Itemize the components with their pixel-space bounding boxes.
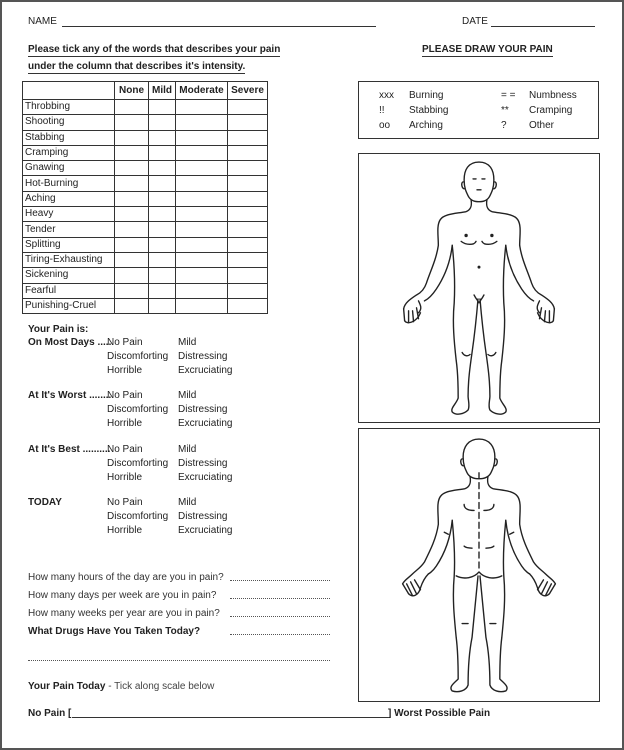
pain-option[interactable]: Excruciating	[178, 365, 233, 376]
answer-weeks-line[interactable]	[230, 616, 330, 617]
pain-option[interactable]: Horrible	[107, 472, 143, 483]
pain-option[interactable]: Mild	[178, 337, 197, 348]
table-row	[23, 176, 268, 191]
tick-cell-moderate[interactable]	[176, 161, 228, 176]
table-header-row	[23, 82, 268, 100]
pain-word-label: Punishing-Cruel	[23, 298, 115, 313]
symbol-legend	[358, 81, 599, 139]
question-days: How many days per week are you in pain?	[28, 590, 217, 601]
legend-symbol: xxx	[379, 90, 394, 101]
legend-label: Stabbing	[409, 105, 449, 116]
legend-row	[359, 90, 598, 104]
front-body-figure-icon	[359, 154, 599, 422]
tick-cell-none[interactable]	[115, 191, 149, 206]
legend-label: Cramping	[529, 105, 573, 116]
tick-cell-severe[interactable]	[228, 176, 268, 191]
tick-cell-severe[interactable]	[228, 130, 268, 145]
table-row	[23, 268, 268, 283]
table-row	[23, 252, 268, 267]
draw-pain-title: PLEASE DRAW YOUR PAIN	[422, 44, 553, 55]
pain-option[interactable]: Excruciating	[178, 525, 233, 536]
pain-word-label: Splitting	[23, 237, 115, 252]
tick-cell-moderate[interactable]	[176, 268, 228, 283]
legend-label: Burning	[409, 90, 444, 101]
column-header-moderate: Moderate	[176, 82, 228, 100]
pain-option[interactable]: Distressing	[178, 351, 228, 362]
tick-cell-mild[interactable]	[149, 252, 176, 267]
pain-option[interactable]: No Pain	[107, 444, 143, 455]
answer-hours-line[interactable]	[230, 580, 330, 581]
scale-right-label: ] Worst Possible Pain	[388, 708, 491, 719]
pain-word-label: Tiring-Exhausting	[23, 252, 115, 267]
body-diagram-front[interactable]	[358, 153, 600, 423]
pain-option[interactable]: Discomforting	[107, 404, 169, 415]
column-header-mild: Mild	[149, 82, 176, 100]
tick-cell-severe[interactable]	[228, 268, 268, 283]
legend-symbol: oo	[379, 120, 391, 131]
pain-today-subtitle: - Tick along scale below	[105, 681, 215, 692]
legend-symbol: !!	[379, 105, 385, 116]
table-row	[23, 283, 268, 298]
back-body-figure-icon	[359, 429, 599, 701]
table-row	[23, 145, 268, 160]
tick-cell-none[interactable]	[115, 130, 149, 145]
tick-cell-mild[interactable]	[149, 161, 176, 176]
tick-cell-none[interactable]	[115, 176, 149, 191]
pain-option[interactable]: Distressing	[178, 458, 228, 469]
pain-word-label: Cramping	[23, 145, 115, 160]
pain-scale-line[interactable]	[72, 717, 388, 718]
pain-option[interactable]: Horrible	[107, 365, 143, 376]
tick-cell-mild[interactable]	[149, 222, 176, 237]
tick-cell-moderate[interactable]	[176, 207, 228, 222]
pain-words-table	[22, 81, 268, 314]
pain-option[interactable]: Discomforting	[107, 511, 169, 522]
tick-cell-none[interactable]	[115, 283, 149, 298]
question-weeks: How many weeks per year are you in pain?	[28, 608, 220, 619]
pain-is-title: Your Pain is:	[28, 324, 89, 335]
pain-option[interactable]: No Pain	[107, 337, 143, 348]
pain-option[interactable]: Discomforting	[107, 351, 169, 362]
pain-word-label: Gnawing	[23, 161, 115, 176]
table-row	[23, 191, 268, 206]
pain-word-label: Heavy	[23, 207, 115, 222]
legend-symbol: **	[501, 105, 509, 116]
pain-word-label: Sickening	[23, 268, 115, 283]
tick-cell-severe[interactable]	[228, 207, 268, 222]
column-header-none: None	[115, 82, 149, 100]
date-input-line[interactable]	[491, 26, 595, 27]
tick-cell-none[interactable]	[115, 207, 149, 222]
table-row	[23, 130, 268, 145]
tick-cell-none[interactable]	[115, 268, 149, 283]
pain-option[interactable]: Excruciating	[178, 472, 233, 483]
question-drugs: What Drugs Have You Taken Today?	[28, 626, 201, 637]
tick-cell-mild[interactable]	[149, 237, 176, 252]
table-row	[23, 298, 268, 313]
scale-left-label: No Pain [	[28, 708, 72, 719]
question-hours: How many hours of the day are you in pain?	[28, 572, 224, 583]
legend-label: Numbness	[529, 90, 577, 101]
tick-cell-none[interactable]	[115, 161, 149, 176]
tick-cell-mild[interactable]	[149, 130, 176, 145]
pain-word-label: Tender	[23, 222, 115, 237]
pain-word-label: Shooting	[23, 115, 115, 130]
tick-cell-moderate[interactable]	[176, 130, 228, 145]
pain-today-heading	[28, 681, 214, 692]
tick-cell-moderate[interactable]	[176, 100, 228, 115]
tick-cell-none[interactable]	[115, 298, 149, 313]
tick-cell-mild[interactable]	[149, 283, 176, 298]
tick-cell-severe[interactable]	[228, 252, 268, 267]
tick-cell-severe[interactable]	[228, 115, 268, 130]
tick-cell-mild[interactable]	[149, 176, 176, 191]
tick-cell-none[interactable]	[115, 222, 149, 237]
tick-cell-moderate[interactable]	[176, 176, 228, 191]
pain-option[interactable]: Mild	[178, 444, 197, 455]
tick-cell-none[interactable]	[115, 100, 149, 115]
tick-cell-none[interactable]	[115, 145, 149, 160]
table-row	[23, 207, 268, 222]
tick-cell-none[interactable]	[115, 115, 149, 130]
pain-option[interactable]: Discomforting	[107, 458, 169, 469]
legend-symbol: = =	[501, 90, 516, 101]
tick-cell-moderate[interactable]	[176, 237, 228, 252]
pain-option[interactable]: Horrible	[107, 525, 143, 536]
pain-word-label: Stabbing	[23, 130, 115, 145]
instructions-line-1: Please tick any of the words that describes your pain	[28, 44, 281, 55]
pain-word-label: Hot-Burning	[23, 176, 115, 191]
pain-section-label: On Most Days .....	[28, 337, 112, 348]
legend-symbol: ?	[501, 120, 507, 131]
pain-option[interactable]: No Pain	[107, 497, 143, 508]
tick-cell-moderate[interactable]	[176, 252, 228, 267]
pain-option[interactable]: Distressing	[178, 404, 228, 415]
pain-option[interactable]: Distressing	[178, 511, 228, 522]
pain-option[interactable]: Excruciating	[178, 418, 233, 429]
pain-option[interactable]: Mild	[178, 497, 197, 508]
name-input-line[interactable]	[62, 26, 376, 27]
pain-option[interactable]: Mild	[178, 390, 197, 401]
pain-option[interactable]: No Pain	[107, 390, 143, 401]
legend-label: Other	[529, 120, 555, 131]
body-diagram-back[interactable]	[358, 428, 600, 702]
table-row	[23, 115, 268, 130]
tick-cell-moderate[interactable]	[176, 298, 228, 313]
header-blank	[23, 82, 115, 100]
tick-cell-severe[interactable]	[228, 283, 268, 298]
pain-section-label: At It's Worst ........	[28, 390, 112, 401]
tick-cell-moderate[interactable]	[176, 145, 228, 160]
pain-word-label: Fearful	[23, 283, 115, 298]
column-header-severe: Severe	[228, 82, 268, 100]
pain-today-title: Your Pain Today	[28, 681, 106, 692]
legend-row	[359, 120, 598, 134]
tick-cell-mild[interactable]	[149, 191, 176, 206]
tick-cell-moderate[interactable]	[176, 191, 228, 206]
tick-cell-severe[interactable]	[228, 237, 268, 252]
pain-word-label: Throbbing	[23, 100, 115, 115]
tick-cell-none[interactable]	[115, 237, 149, 252]
answer-drugs-line[interactable]	[230, 634, 330, 635]
table-row	[23, 161, 268, 176]
tick-cell-mild[interactable]	[149, 207, 176, 222]
table-row	[23, 222, 268, 237]
tick-cell-mild[interactable]	[149, 100, 176, 115]
tick-cell-severe[interactable]	[228, 191, 268, 206]
tick-cell-severe[interactable]	[228, 222, 268, 237]
tick-cell-moderate[interactable]	[176, 222, 228, 237]
name-label: NAME	[28, 16, 57, 27]
tick-cell-moderate[interactable]	[176, 115, 228, 130]
legend-label: Arching	[409, 120, 443, 131]
legend-row	[359, 105, 598, 119]
tick-cell-moderate[interactable]	[176, 283, 228, 298]
answer-days-line[interactable]	[230, 598, 330, 599]
table-row	[23, 100, 268, 115]
tick-cell-mild[interactable]	[149, 145, 176, 160]
table-row	[23, 237, 268, 252]
tick-cell-mild[interactable]	[149, 298, 176, 313]
instructions-line-2: under the column that describes it's intensity.	[28, 61, 246, 72]
date-label: DATE	[462, 16, 488, 27]
tick-cell-none[interactable]	[115, 252, 149, 267]
answer-drugs-extra-line[interactable]	[28, 660, 330, 661]
pain-option[interactable]: Horrible	[107, 418, 143, 429]
pain-word-label: Aching	[23, 191, 115, 206]
pain-section-label: TODAY	[28, 497, 62, 508]
tick-cell-mild[interactable]	[149, 115, 176, 130]
tick-cell-severe[interactable]	[228, 161, 268, 176]
pain-section-label: At It's Best ..........	[28, 444, 111, 455]
tick-cell-severe[interactable]	[228, 145, 268, 160]
tick-cell-severe[interactable]	[228, 298, 268, 313]
tick-cell-mild[interactable]	[149, 268, 176, 283]
tick-cell-severe[interactable]	[228, 100, 268, 115]
